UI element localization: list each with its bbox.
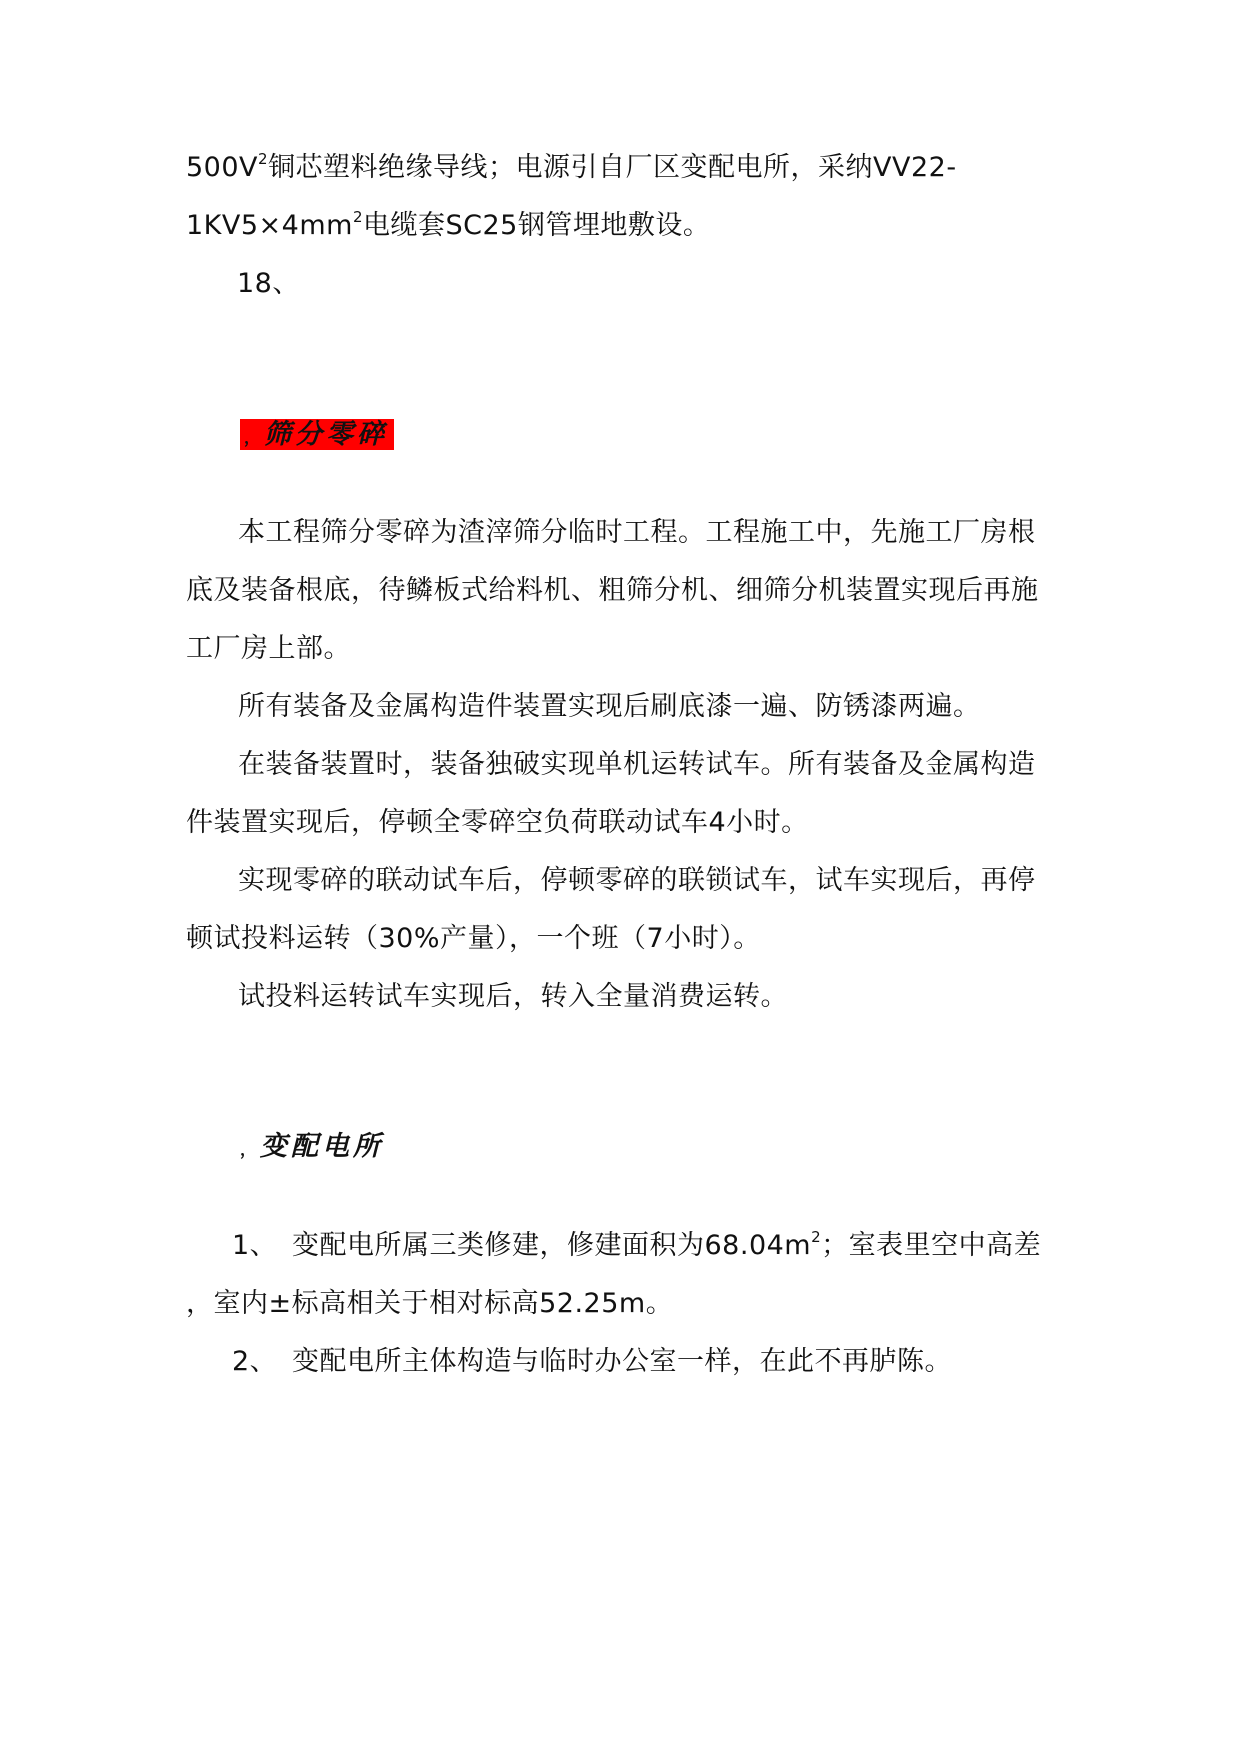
section-title: 变配电所 (260, 1131, 385, 1162)
paragraph-line: 试投料运转试车实现后，转入全量消费运转。 (238, 981, 788, 1012)
heading-mark: ， (244, 428, 261, 447)
list-item-number: 18、 (237, 268, 300, 299)
section-heading (240, 416, 394, 457)
superscript: 2 (811, 1228, 822, 1246)
paragraph-line: 顿试投料运转（30%产量），一个班（7小时）。 (186, 923, 761, 954)
superscript: 2 (258, 150, 269, 168)
section-heading (240, 1128, 384, 1169)
heading-mark: ， (240, 1140, 257, 1159)
list-item-number: 1、 (232, 1230, 278, 1261)
superscript: 2 (352, 208, 363, 226)
paragraph-line: 工厂房上部。 (186, 633, 351, 664)
paragraph-line: $1KV5\times 4mm^2$电缆套SC25钢管埋地敷设。 (186, 208, 711, 241)
list-item-number: 2、 (232, 1346, 278, 1377)
list-item: 2、 变配电所主体构造与临时办公室一样，在此不再胪陈。 (232, 1344, 952, 1380)
list-item: 1、 变配电所属三类修建，修建面积为$68.04m^2$；室表里空中高差 (232, 1228, 1041, 1264)
paragraph-line: 在装备装置时，装备独破实现单机运转试车。所有装备及金属构造 (238, 749, 1036, 780)
paragraph-line: $500V^2$铜芯塑料绝缘导线；电源引自厂区变配电所，采纳VV22- (186, 150, 957, 183)
section-title: 筛分零碎 (264, 419, 389, 450)
heading-highlight (240, 419, 394, 450)
paragraph-line: 所有装备及金属构造件装置实现后刷底漆一遍、防锈漆两遍。 (238, 691, 981, 722)
paragraph-line: 实现零碎的联动试车后，停顿零碎的联锁试车，试车实现后，再停 (238, 865, 1036, 896)
paragraph-line: 件装置实现后，停顿全零碎空负荷联动试车4小时。 (186, 807, 809, 838)
paragraph-line: 本工程筛分零碎为渣滓筛分临时工程。工程施工中，先施工厂房根 (238, 517, 1036, 548)
paragraph-line: 底及装备根底，待鳞板式给料机、粗筛分机、细筛分机装置实现后再施 (186, 575, 1039, 606)
paragraph-line: ，室内±标高相关于相对标高52.25m。 (186, 1288, 674, 1319)
